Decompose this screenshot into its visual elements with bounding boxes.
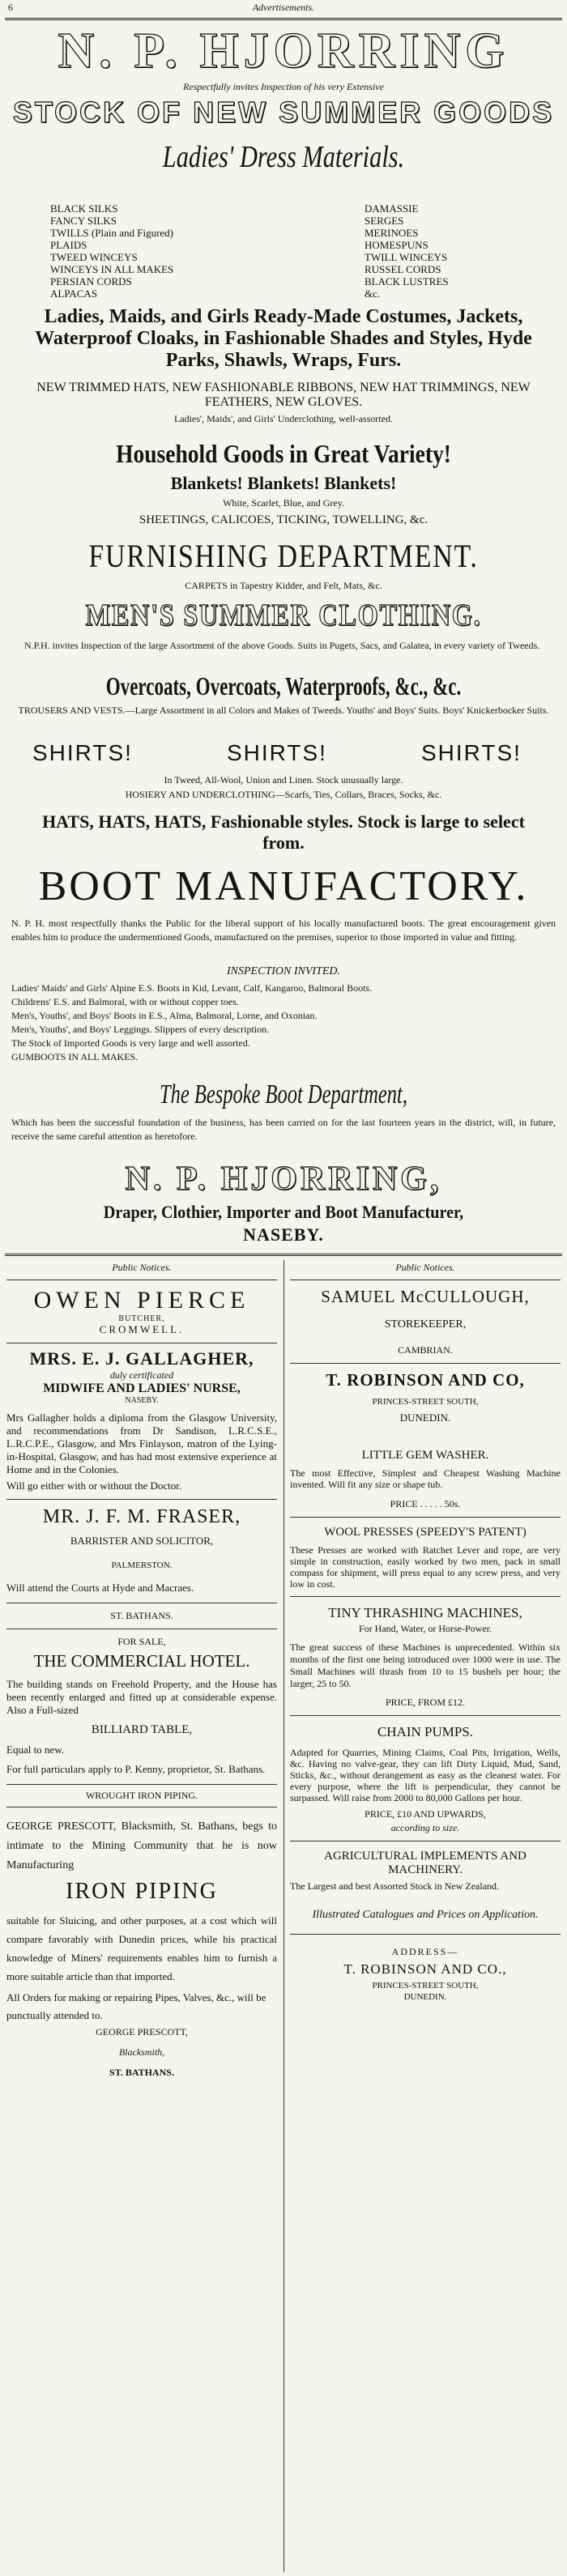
boot-lines: [11, 981, 556, 1064]
dress-material-item: HOMESPUNS: [364, 239, 428, 251]
dress-material-item: WINCEYS IN ALL MAKES: [50, 263, 174, 275]
fraser-text: Will attend the Courts at Hyde and Macraes.: [6, 1582, 194, 1594]
pumps-title: CHAIN PUMPS.: [377, 1724, 474, 1739]
hosiery-text: HOSIERY AND UNDERCLOTHING—Scarfs, Ties, Collars, Braces, Socks, &c.: [125, 789, 442, 800]
mccullough-name: SAMUEL McCULLOUGH,: [321, 1287, 530, 1306]
household-heading: Household Goods in Great Variety!: [116, 439, 451, 468]
dress-material-item: FANCY SILKS: [50, 215, 117, 227]
dress-list-right: [364, 202, 449, 300]
mccullough-town: CAMBRIAN.: [398, 1344, 453, 1356]
dress-list-left: [50, 202, 173, 300]
robinson-town: DUNEDIN.: [399, 1411, 451, 1424]
piping-header: WROUGHT IRON PIPING.: [85, 1790, 198, 1801]
dress-material-item: TWEED WINCEYS: [50, 251, 138, 263]
prescott-orders: All Orders for making or repairing Pipes, Valves, &c., will be punctually attended to.: [6, 1991, 266, 2021]
hotel-equal: Equal to new.: [6, 1744, 64, 1756]
boot-text: N. P. H. most respectfully thanks the Public for the liberal support of his locally manufactured boots. The great encouragement given enables him to produce the undermentioned Goods, manufactured on the premises, superior to those imported in value and fitting.: [11, 918, 556, 943]
dress-material-item: MERINOES: [364, 227, 419, 239]
page-number: 6: [8, 2, 13, 13]
blanket-colors: White, Scarlet, Blue, and Grey.: [223, 497, 344, 509]
washer-title: LITTLE GEM WASHER.: [361, 1449, 489, 1462]
dress-material-item: PLAIDS: [50, 239, 87, 251]
address-street: PRINCES-STREET SOUTH,: [372, 1981, 479, 1991]
pierce-town: CROMWELL.: [99, 1323, 185, 1335]
dress-material-item: PERSIAN CORDS: [50, 275, 132, 287]
prescott-sign-name: GEORGE PRESCOTT,: [96, 2026, 188, 2037]
gallagher-name: MRS. E. J. GALLAGHER,: [29, 1348, 254, 1369]
boot-line-item: Ladies' Maids' and Girls' Alpine E.S. Boots in Kid, Levant, Calf, Kangaroo, Balmoral Boots.: [11, 982, 373, 994]
address-name: T. ROBINSON AND CO.,: [343, 1961, 507, 1977]
pumps-text: Adapted for Quarries, Mining Claims, Coal Pits, Irrigation, Wells, &c. Having no valve-gear, they can lift Dirty Liquid, Mud, Sand, Sticks, &c., without derangement as easy as the cleanest water. For every purpose, where the lift is perpendicular, they cannot be surpassed. Will raise from 2000 to 80,000 Gallons per hour.: [290, 1747, 561, 1803]
section-title: Advertisements.: [252, 2, 315, 13]
boot-line-item: Men's, Youths', and Boys' Leggings. Slippers of every description.: [11, 1024, 270, 1035]
shirts-3: SHIRTS!: [421, 740, 522, 765]
bespoke-text: Which has been the successful foundation of the business, has been carried on for the last fourteen years in the district, will, in future, receive the same careful attention as heretofore.: [11, 1117, 556, 1142]
mens-text: N.P.H. invites Inspection of the large Assortment of the above Goods. Suits in Pugets, Sacs, and Galatea, in every variety of Tweeds.: [24, 640, 540, 651]
dress-material-item: ALPACAS: [50, 287, 98, 300]
prescott-text: suitable for Sluicing, and other purposes, at a cost which will compare favorably with Dunedin prices, while his practical knowledge of Miners' requirements enables him to furnish a more suitable article than that imported.: [6, 1914, 277, 1982]
agri-title: AGRICULTURAL IMPLEMENTS AND MACHINERY.: [324, 1850, 526, 1876]
thrashing-title: TINY THRASHING MACHINES,: [328, 1605, 522, 1620]
dress-material-item: DAMASSIE: [364, 202, 419, 215]
bathans-header: ST. BATHANS.: [110, 1610, 173, 1621]
robinson-name: T. ROBINSON AND CO,: [326, 1370, 525, 1390]
hotel-name: THE COMMERCIAL HOTEL.: [33, 1651, 250, 1671]
prescott-piping: IRON PIPING: [66, 1879, 218, 1904]
hotel-table: BILLIARD TABLE,: [91, 1723, 193, 1736]
furnishing-heading: FURNISHING DEPARTMENT.: [88, 538, 479, 574]
hjorring-title: N. P. HJORRING: [58, 23, 509, 79]
dress-material-item: RUSSEL CORDS: [364, 263, 441, 275]
footer-town: NASEBY.: [243, 1224, 324, 1245]
shirts-1: SHIRTS!: [32, 740, 133, 765]
presses-text: These Presses are worked with Ratchet Lever and rope, are very simple in construction, easily worked by two men, pack in small compass for shipment, will press equal to any screw press, and very low in cost.: [290, 1544, 561, 1590]
inspection-invited: INSPECTION INVITED.: [227, 965, 340, 977]
robinson-street: PRINCES-STREET SOUTH,: [372, 1397, 479, 1407]
hotel-particulars: For full particulars apply to P. Kenny, proprietor, St. Bathans.: [6, 1763, 266, 1775]
agri-text: The Largest and best Assorted Stock in New Zealand.: [290, 1880, 500, 1892]
left-column: [6, 1262, 277, 2079]
fraser-title: BARRISTER AND SOLICITOR,: [70, 1535, 214, 1547]
boot-line-item: Childrens' E.S. and Balmoral, with or without copper toes.: [11, 996, 239, 1007]
pierce-name: OWEN PIERCE: [33, 1287, 250, 1314]
trousers-text: TROUSERS AND VESTS.—Large Assortment in all Colors and Makes of Tweeds. Youths' and Boys' Suits. Boys' Knickerbocker Suits.: [18, 705, 549, 716]
dress-material-item: TWILLS (Plain and Figured): [50, 227, 173, 239]
thrashing-sub: For Hand, Water, or Horse-Power.: [359, 1623, 492, 1634]
dress-material-item: SERGES: [364, 215, 404, 227]
sheetings-line: SHEETINGS, CALICOES, TICKING, TOWELLING, &c.: [139, 513, 428, 526]
hats-text: HATS, HATS, HATS, Fashionable styles. Stock is large to select from.: [42, 811, 525, 853]
masthead: [0, 2, 567, 16]
shirts-text: In Tweed, All-Wool, Union and Linen. Stock unusually large.: [164, 774, 403, 786]
fraser-name: MR. J. F. M. FRASER,: [42, 1506, 241, 1527]
blankets-line: Blankets! Blankets! Blankets!: [170, 473, 397, 493]
boot-line-item: The Stock of Imported Goods is very large and well assorted.: [11, 1037, 250, 1049]
bespoke-heading: The Bespoke Boot Department,: [160, 1079, 407, 1109]
underclothing-text: Ladies', Maids', and Girls' Underclothing, well-assorted.: [173, 413, 394, 424]
prescott-sign-town: ST. BATHANS.: [109, 2067, 174, 2078]
presses-title: WOOL PRESSES (SPEEDY'S PATENT): [324, 1526, 526, 1539]
gallagher-town: NASEBY.: [125, 1396, 159, 1405]
boot-line-item: Men's, Youths', and Boys' Boots in E.S., Alma, Balmoral, Lorne, and Oxonian.: [11, 1010, 318, 1021]
pierce-trade: BUTCHER,: [118, 1314, 165, 1323]
shirts-2: SHIRTS!: [227, 740, 327, 765]
dress-material-item: BLACK SILKS: [50, 202, 118, 215]
thrashing-text: The great success of these Machines is unprecedented. Within six months of the first one being introduced over 1000 were in use. The Small Machines will thrash from 10 to 15 bushels per hour; the larger, 25 to 50.: [290, 1641, 561, 1689]
mccullough-trade: STOREKEEPER,: [384, 1318, 467, 1331]
gallagher-title: MIDWIFE AND LADIES' NURSE,: [43, 1382, 241, 1395]
prescott-sign-trade: Blacksmith,: [118, 2046, 165, 2058]
thrashing-price: PRICE, FROM £12.: [385, 1697, 466, 1708]
overcoats-heading: Overcoats, Overcoats, Waterproofs, &c., &c.: [105, 671, 462, 700]
address-label: ADDRESS—: [391, 1946, 459, 1957]
fraser-town: PALMERSTON.: [111, 1561, 173, 1570]
left-header: Public Notices.: [112, 1262, 172, 1273]
carpets-line: CARPETS in Tapestry Kidder, and Felt, Mats, &c.: [185, 580, 382, 591]
gallagher-cert: duly certificated: [109, 1369, 174, 1381]
right-header: Public Notices.: [395, 1262, 455, 1273]
dress-heading: Ladies' Dress Materials.: [162, 140, 405, 174]
dress-material-item: &c.: [364, 287, 381, 300]
mens-summer-heading: MEN'S SUMMER CLOTHING.: [85, 598, 482, 632]
dress-material-item: TWILL WINCEYS: [364, 251, 448, 263]
gallagher-will: Will go either with or without the Doctor.: [6, 1480, 182, 1492]
gallagher-text: Mrs Gallagher holds a diploma from the Glasgow University, and recommendations from Dr Sandison, L.R.C.S.E., L.R.C.P.E., Glasgow, and Mrs Finlayson, matron of the Lying-in-Hospital, Glasgow, and has had most extensive experience at Home and in the Colonies.: [6, 1411, 277, 1475]
trimmed-hats-text: NEW TRIMMED HATS, NEW FASHIONABLE RIBBONS, NEW HAT TRIMMINGS, NEW FEATHERS, NEW GLOVES.: [36, 381, 531, 409]
masthead-rule: [5, 18, 562, 20]
washer-text: The most Effective, Simplest and Cheapest Washing Machine invented. Will fit any size or shape tub.: [290, 1467, 561, 1490]
hotel-sale: FOR SALE,: [117, 1636, 166, 1647]
washer-price: PRICE . . . . . 50s.: [390, 1498, 461, 1509]
boot-line-item: GUMBOOTS IN ALL MAKES.: [11, 1051, 139, 1062]
footer-trade: Draper, Clothier, Importer and Boot Manufacturer,: [103, 1202, 464, 1222]
shirts-row: [32, 740, 535, 769]
prescott-intro: GEORGE PRESCOTT, Blacksmith, St. Bathans, begs to intimate to the Mining Community that he is now Manufacturing: [6, 1820, 277, 1871]
hotel-text: The building stands on Freehold Property, and the House has been recently enlarged and fitted up at considerable expense. Also a Full-sized: [6, 1678, 277, 1716]
invites-line: Respectfully invites Inspection of his very Extensive: [183, 81, 384, 92]
ready-made-text: Ladies, Maids, and Girls Ready-Made Costumes, Jackets, Waterproof Cloaks, in Fashionable Shades and Styles, Hyde Parks, Shawls, Wraps, Furs.: [35, 306, 532, 371]
catalogues-text: Illustrated Catalogues and Prices on Application.: [312, 1909, 539, 1921]
boot-heading: BOOT MANUFACTORY.: [38, 863, 529, 909]
footer-name: N. P. HJORRING,: [125, 1160, 442, 1198]
dress-material-item: BLACK LUSTRES: [364, 275, 449, 287]
right-column: [290, 1262, 561, 2002]
section-rule: [5, 1254, 562, 1256]
pumps-price: PRICE, £10 AND UPWARDS,: [364, 1808, 486, 1820]
address-town: DUNEDIN.: [403, 1992, 447, 2002]
pumps-note: according to size.: [390, 1822, 460, 1833]
stock-heading: STOCK OF NEW SUMMER GOODS: [12, 96, 555, 129]
